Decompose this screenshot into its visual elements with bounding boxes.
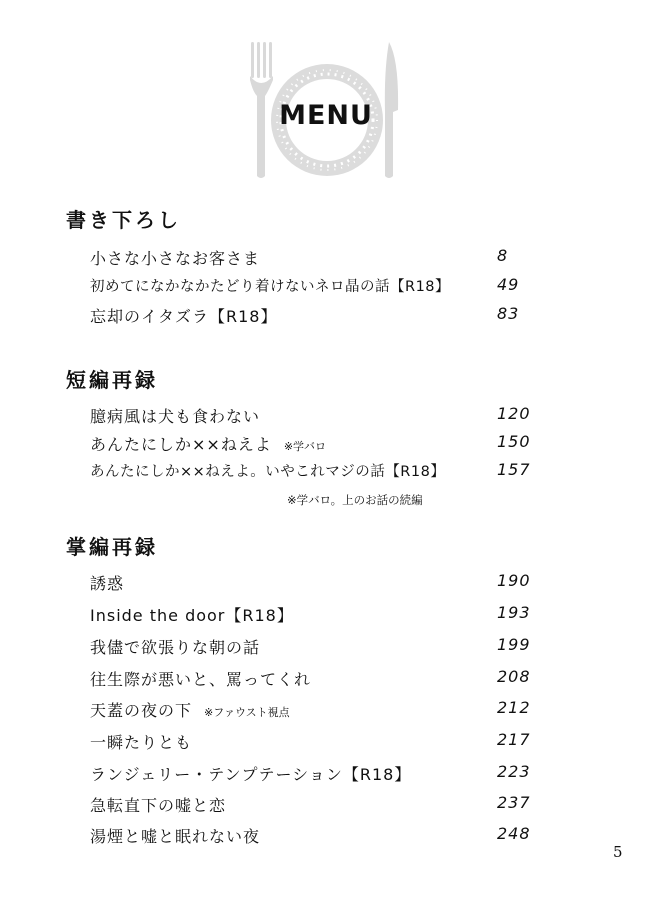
toc-entry[interactable] [0, 432, 649, 458]
entry-page: 157 [497, 460, 531, 479]
entry-title-text: あんたにしか××ねえよ [90, 435, 272, 454]
entry-page: 150 [497, 432, 531, 451]
entry-page: 120 [497, 404, 531, 423]
entry-page: 237 [497, 793, 531, 812]
toc-entry[interactable] [0, 635, 649, 661]
entry-title [90, 432, 326, 455]
toc-entry[interactable] [0, 793, 649, 819]
entry-title: Inside the door【R18】 [90, 606, 294, 625]
entry-title: 湯煙と嘘と眠れない夜 [90, 827, 261, 846]
entry-title [90, 698, 290, 721]
entry-page: 223 [497, 762, 531, 781]
menu-header [0, 0, 649, 190]
toc-entry[interactable] [0, 571, 649, 597]
entry-title: 急転直下の嘘と恋 [90, 796, 227, 815]
entry-title: 我儘で欲張りな朝の話 [90, 638, 261, 657]
toc-entry[interactable] [0, 246, 649, 272]
entry-title: 忘却のイタズラ【R18】 [90, 307, 278, 326]
toc-entry[interactable] [0, 275, 649, 301]
toc-entry[interactable] [0, 824, 649, 850]
toc-entry[interactable] [0, 698, 649, 724]
entry-note: ※ファウスト視点 [204, 706, 290, 719]
entry-page: 217 [497, 730, 531, 749]
entry-title: 往生際が悪いと、罵ってくれ [90, 670, 312, 689]
entry-title: あんたにしか××ねえよ。いやこれマジの話【R18】 [90, 464, 446, 480]
entry-title-text: 天蓋の夜の下 [90, 701, 193, 720]
section-subnote: ※学バロ。上のお話の続編 [287, 493, 423, 507]
toc-entry[interactable] [0, 762, 649, 788]
entry-page: 199 [497, 635, 531, 654]
entry-page: 8 [497, 246, 509, 265]
entry-note: ※学バロ [283, 440, 327, 453]
menu-title: MENU [279, 100, 373, 131]
entry-title: 小さな小さなお客さま [90, 249, 261, 268]
knife-icon [385, 42, 398, 178]
section-heading: 短編再録 [66, 368, 158, 392]
plate-cutlery-icon [0, 0, 649, 190]
toc-entry[interactable] [0, 460, 649, 486]
entry-page: 208 [497, 667, 531, 686]
toc-entry[interactable] [0, 304, 649, 330]
toc-entry[interactable] [0, 730, 649, 756]
page-number: 5 [613, 843, 623, 861]
entry-page: 190 [497, 571, 531, 590]
entry-title: 初めてになかなかたどり着けないネロ晶の話【R18】 [90, 279, 451, 295]
entry-title: 臆病風は犬も食わない [90, 407, 261, 426]
section-heading: 書き下ろし [66, 208, 181, 232]
toc-entry[interactable] [0, 603, 649, 629]
entry-title: ランジェリー・テンプテーション【R18】 [90, 765, 412, 784]
entry-page: 212 [497, 698, 531, 717]
entry-page: 49 [497, 275, 520, 294]
entry-page: 248 [497, 824, 531, 843]
entry-title: 一瞬たりとも [90, 733, 193, 752]
toc-entry[interactable] [0, 667, 649, 693]
toc-entry[interactable] [0, 404, 649, 430]
section-heading: 掌編再録 [66, 535, 158, 559]
entry-page: 193 [497, 603, 531, 622]
entry-page: 83 [497, 304, 520, 323]
entry-title: 誘惑 [90, 574, 125, 593]
